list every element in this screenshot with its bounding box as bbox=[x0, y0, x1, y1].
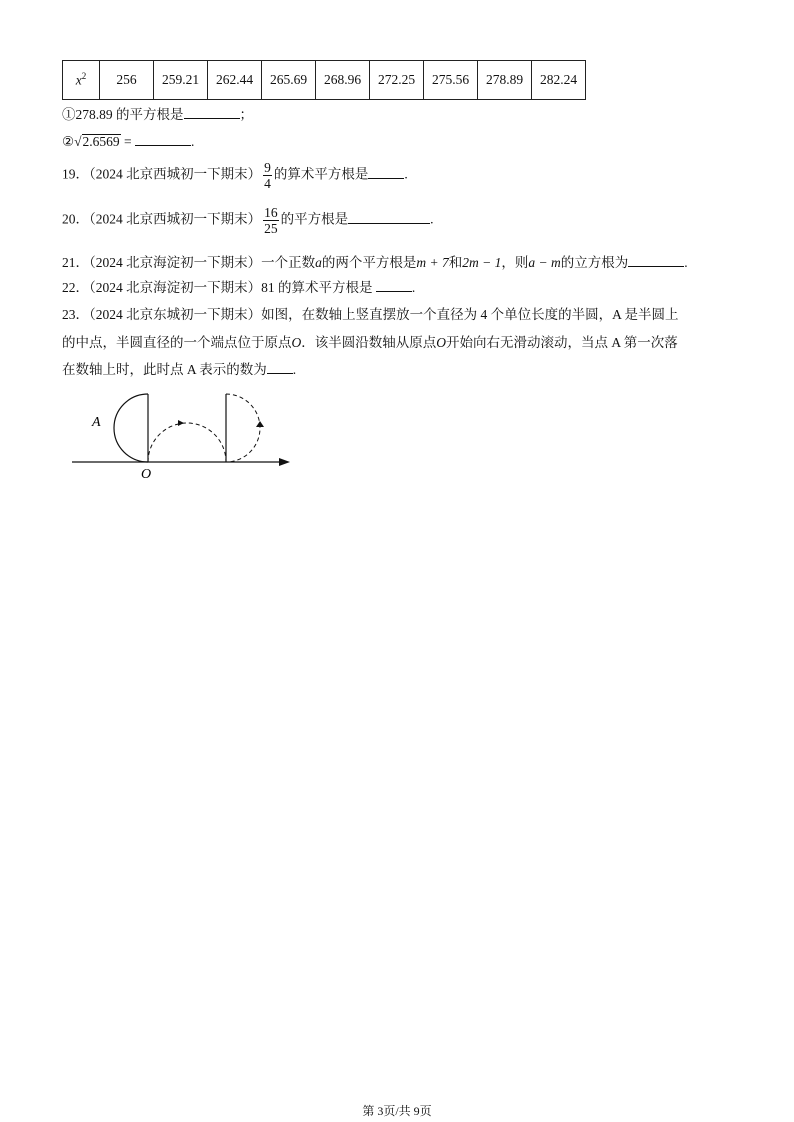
question-text: 如图，在数轴上竖直摆放一个直径为 4 个单位长度的半圆，A 是半圆上 bbox=[261, 307, 679, 322]
header-x: x bbox=[75, 72, 82, 88]
table-row bbox=[63, 61, 586, 100]
sqrt-expression bbox=[74, 134, 121, 150]
question-23 bbox=[62, 303, 679, 323]
q2-prefix: ② bbox=[62, 134, 75, 149]
question-suffix: . bbox=[430, 211, 434, 227]
table-cell: 272.25 bbox=[370, 61, 424, 100]
question-text: 81 的算术平方根是 bbox=[261, 280, 373, 295]
question-2 bbox=[62, 131, 194, 150]
answer-blank bbox=[135, 131, 191, 146]
origin-label: O bbox=[436, 335, 446, 350]
arc-direction-arrow-icon bbox=[256, 421, 264, 427]
question-21 bbox=[62, 251, 688, 271]
equals-sign: = bbox=[120, 134, 136, 149]
q1-text: ①278.89 的平方根是 bbox=[62, 107, 184, 122]
question-22 bbox=[62, 276, 415, 296]
question-text: 的算术平方根是 bbox=[273, 166, 369, 182]
table-cell: 262.44 bbox=[208, 61, 262, 100]
question-20 bbox=[62, 205, 434, 236]
table-cell: 278.89 bbox=[478, 61, 532, 100]
expression-2m-minus-1: 2m − 1 bbox=[462, 255, 502, 270]
rolling-path-arc bbox=[148, 423, 226, 462]
expression-a-minus-m: a − m bbox=[528, 255, 561, 270]
question-text: 一个正数 bbox=[261, 255, 316, 270]
q2-suffix: . bbox=[191, 134, 195, 149]
question-23-line-3 bbox=[62, 358, 296, 378]
answer-blank bbox=[184, 104, 240, 119]
question-number: 22． bbox=[62, 280, 89, 295]
page-footer: 第 3页/共 9页 bbox=[362, 1104, 432, 1118]
question-text: 的两个平方根是 bbox=[321, 255, 417, 270]
fraction-numerator: 9 bbox=[264, 160, 271, 175]
question-suffix: . bbox=[292, 362, 297, 377]
table-cell: 259.21 bbox=[154, 61, 208, 100]
variable-a: a bbox=[315, 255, 322, 270]
rolling-semicircle-figure bbox=[60, 392, 300, 484]
question-suffix: . bbox=[404, 166, 408, 182]
axis-arrow-icon bbox=[279, 458, 290, 466]
question-number: 19． bbox=[62, 166, 89, 182]
table-cell: 282.24 bbox=[532, 61, 586, 100]
question-19 bbox=[62, 160, 408, 191]
question-number: 21． bbox=[62, 255, 89, 270]
origin-label: O bbox=[291, 335, 302, 350]
question-number: 20． bbox=[62, 211, 89, 227]
question-1 bbox=[62, 103, 253, 123]
question-text: 的立方根为 bbox=[560, 255, 629, 270]
question-text: 开始向右无滑动滚动，当点 A 第一次落 bbox=[446, 335, 678, 350]
question-suffix: . bbox=[411, 280, 416, 295]
answer-blank bbox=[267, 359, 293, 374]
question-23-line-2 bbox=[62, 331, 678, 351]
answer-blank bbox=[368, 164, 404, 179]
question-source: （2024 北京海淀初一下期末） bbox=[89, 280, 262, 295]
table-cell: 268.96 bbox=[316, 61, 370, 100]
table-cell: 256 bbox=[100, 61, 154, 100]
question-text: ，则 bbox=[501, 255, 529, 270]
fraction-numerator: 16 bbox=[264, 205, 278, 220]
answer-blank bbox=[348, 209, 430, 224]
rolling-direction-arrow-icon bbox=[178, 420, 184, 426]
question-text: 的中点，半圆直径的一个端点位于原点 bbox=[62, 335, 292, 350]
initial-semicircle-arc bbox=[114, 394, 148, 462]
question-source: （2024 北京西城初一下期末） bbox=[89, 166, 262, 182]
square-table bbox=[62, 60, 586, 100]
question-suffix: . bbox=[684, 255, 688, 270]
q1-suffix: ； bbox=[239, 107, 253, 122]
question-source: （2024 北京西城初一下期末） bbox=[89, 211, 262, 227]
header-exponent: 2 bbox=[81, 71, 87, 82]
question-text: 在数轴上时，此时点 A 表示的数为 bbox=[62, 362, 267, 377]
expression-m-plus-7: m + 7 bbox=[416, 255, 449, 270]
radical-sign: √ bbox=[74, 134, 82, 149]
answer-blank bbox=[628, 252, 684, 267]
fraction-denominator: 4 bbox=[264, 176, 271, 191]
question-text: 和 bbox=[448, 255, 463, 270]
radicand: 2.6569 bbox=[82, 134, 120, 149]
origin-o-label: O bbox=[141, 467, 152, 482]
question-text: 的平方根是 bbox=[280, 211, 349, 227]
question-source: （2024 北京海淀初一下期末） bbox=[89, 255, 262, 270]
table-cell: 265.69 bbox=[262, 61, 316, 100]
point-a-label: A bbox=[92, 415, 101, 430]
fraction bbox=[263, 205, 279, 236]
answer-blank bbox=[376, 277, 412, 292]
final-semicircle-arc bbox=[226, 394, 260, 462]
question-number: 23． bbox=[62, 307, 89, 322]
question-source: （2024 北京东城初一下期末） bbox=[89, 307, 262, 322]
table-cell: 275.56 bbox=[424, 61, 478, 100]
fraction bbox=[263, 160, 272, 191]
table-header-cell bbox=[63, 61, 100, 100]
fraction-denominator: 25 bbox=[264, 221, 278, 236]
question-text: ．该半圆沿数轴从原点 bbox=[301, 335, 437, 350]
